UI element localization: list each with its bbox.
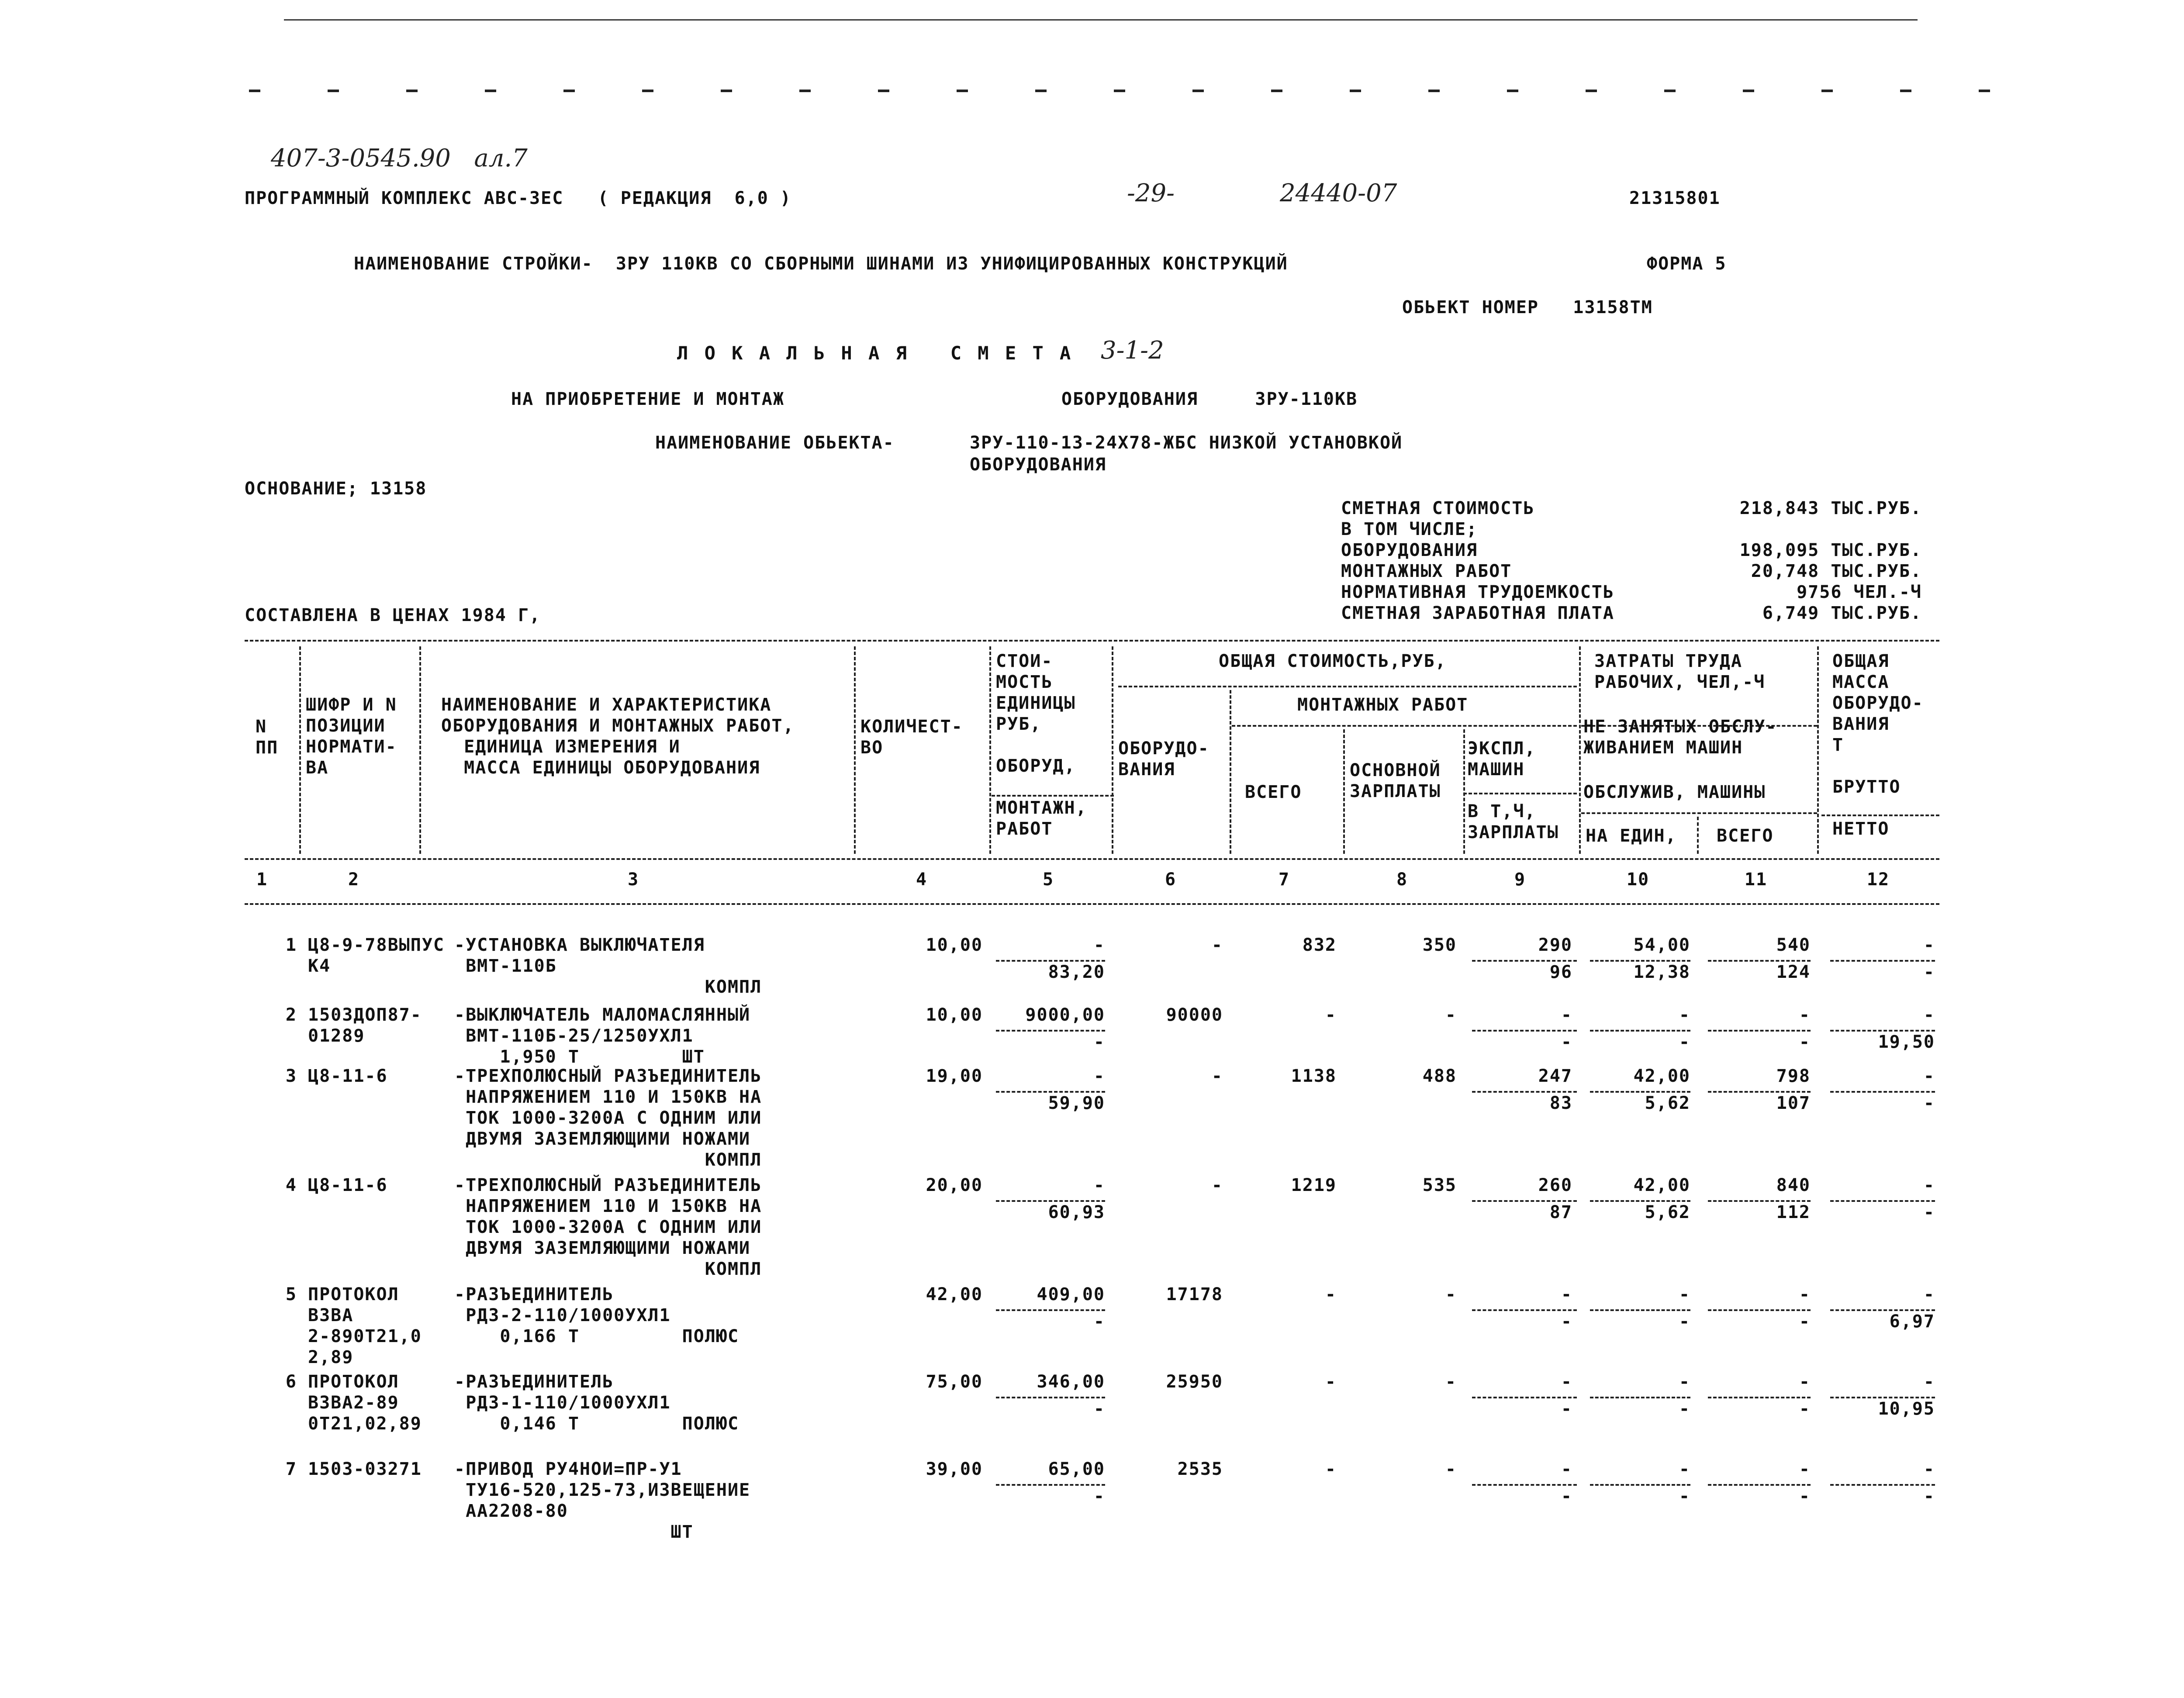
summary-label-equipment: ОБОРУДОВАНИЯ — [1341, 540, 1478, 560]
top-dash-mark — [957, 90, 968, 92]
row-qty: 75,00 — [926, 1372, 983, 1392]
row-labor-unit: - — [1679, 1459, 1690, 1479]
object-name-line2: ОБОРУДОВАНИЯ — [970, 455, 1106, 475]
column-number: 12 — [1866, 870, 1890, 890]
row-unit-installation: - — [1093, 1399, 1105, 1419]
row-unit-equipment: - — [1093, 935, 1105, 955]
row-labor-total-machines: - — [1799, 1032, 1811, 1052]
row-mass-brutto: - — [1923, 1284, 1935, 1305]
summary-label-labor: НОРМАТИВНАЯ ТРУДОЕМКОСТЬ — [1341, 582, 1614, 602]
row-labor-total-machines: - — [1799, 1399, 1811, 1419]
row-machines: - — [1561, 1005, 1572, 1025]
row-machines: - — [1561, 1459, 1572, 1479]
th-equipment: ОБОРУДО- ВАНИЯ — [1118, 739, 1209, 780]
row-install-total: 832 — [1302, 935, 1337, 955]
row-labor-total: 840 — [1776, 1175, 1811, 1195]
row-labor-unit-machines: 5,62 — [1645, 1202, 1690, 1222]
row-unit-installation: 83,20 — [1048, 962, 1105, 982]
row-labor-total-machines: - — [1799, 1311, 1811, 1332]
column-number: 9 — [1514, 870, 1526, 890]
col-sep-3 — [854, 646, 856, 854]
row-mass-netto: - — [1923, 962, 1935, 982]
row-mass-brutto: - — [1923, 1372, 1935, 1392]
row-labor-unit: - — [1679, 1284, 1690, 1305]
col-sep-1 — [299, 646, 301, 854]
row-install-wages: - — [1445, 1459, 1457, 1479]
row-install-total: - — [1325, 1284, 1337, 1305]
top-border-line — [284, 19, 1918, 21]
row-code: ПРОТОКОЛ ВЗВА 2-890Т21,0 2,89 — [308, 1284, 422, 1367]
th-labor-total: ВСЕГО — [1717, 826, 1774, 846]
row-equipment-cost: 17178 — [1166, 1284, 1223, 1305]
row-labor-unit-machines: - — [1679, 1486, 1690, 1506]
col-sep-9 — [1579, 646, 1581, 854]
row-labor-unit: 54,00 — [1633, 935, 1690, 955]
th-group-labor: ЗАТРАТЫ ТРУДА РАБОЧИХ, ЧЕЛ,-Ч — [1594, 651, 1766, 692]
row-number: 1 — [285, 935, 297, 955]
row-name: -РАЗЪЕДИНИТЕЛЬ РДЗ-2-110/1000УХЛ1 0,166 Т ПОЛЮС — [454, 1284, 740, 1346]
top-dash-mark — [1271, 90, 1282, 92]
top-dash-mark — [406, 90, 418, 92]
row-equipment-cost: 25950 — [1166, 1372, 1223, 1392]
row-labor-unit-machines: 5,62 — [1645, 1093, 1690, 1113]
row-qty: 19,00 — [926, 1066, 983, 1086]
code-number: 21315801 — [1629, 188, 1721, 208]
col-sep-8 — [1463, 729, 1465, 854]
row-unit-installation: - — [1093, 1032, 1105, 1052]
row-install-wages: - — [1445, 1372, 1457, 1392]
column-number: 5 — [1042, 870, 1054, 890]
row-install-wages: - — [1445, 1005, 1457, 1025]
row-number: 6 — [285, 1372, 297, 1392]
row-code: 1503ДОП87- 01289 — [308, 1005, 422, 1046]
top-dash-mark — [1428, 90, 1440, 92]
row-install-total: 1138 — [1291, 1066, 1337, 1086]
top-dash-mark — [1350, 90, 1361, 92]
th-no: N ПП — [256, 717, 279, 758]
row-labor-total-machines: - — [1799, 1486, 1811, 1506]
row-machines: 290 — [1538, 935, 1572, 955]
th-labor-sub2: ОБСЛУЖИВ, МАШИНЫ — [1583, 782, 1766, 802]
top-dash-mark — [1664, 90, 1676, 92]
purpose-left: НА ПРИОБРЕТЕНИЕ И МОНТАЖ — [511, 389, 784, 409]
handwritten-page-number: -29- — [1127, 179, 1175, 207]
th-name: НАИМЕНОВАНИЕ И ХАРАКТЕРИСТИКА ОБОРУДОВАНИЯ И МОНТАЖНЫХ РАБОТ, ЕДИНИЦА ИЗМЕРЕНИЯ И МАССА ЕДИНИЦЫ ОБОРУДОВАНИЯ — [441, 695, 795, 778]
top-dash-mark — [1821, 90, 1833, 92]
row-name: -ТРЕХПОЛЮСНЫЙ РАЗЪЕДИНИТЕЛЬ НАПРЯЖЕНИЕМ 110 И 150КВ НА ТОК 1000-3200А С ОДНИМ ИЛИ ДВУМЯ ЗАЗЕМЛЯЮЩИМИ НОЖАМИ КОМПЛ — [454, 1066, 762, 1170]
top-dash-mark — [721, 90, 732, 92]
col-sep-6 — [1230, 690, 1231, 854]
row-labor-total: - — [1799, 1459, 1811, 1479]
row-code: Ц8-9-78ВЫПУС К4 — [308, 935, 445, 976]
summary-value-total: 218,843 ТЫС.РУБ. — [1739, 498, 1922, 518]
row-machines-wages: 87 — [1549, 1202, 1572, 1222]
th-group-cost: ОБЩАЯ СТОИМОСТЬ,РУБ, — [1219, 651, 1447, 671]
row-install-wages: 488 — [1422, 1066, 1457, 1086]
summary-block — [1341, 498, 1922, 629]
form-label: ФОРМА 5 — [1647, 254, 1727, 274]
summary-label-wages: СМЕТНАЯ ЗАРАБОТНАЯ ПЛАТА — [1341, 603, 1614, 623]
th-labor-unit: НА ЕДИН, — [1586, 826, 1677, 846]
row-labor-total-machines: 107 — [1776, 1093, 1811, 1113]
th-labor-sub: НЕ ЗАНЯТЫХ ОБСЛУ- ЖИВАНИЕМ МАШИН — [1583, 717, 1777, 758]
row-number: 4 — [285, 1175, 297, 1195]
row-mass-netto: - — [1923, 1486, 1935, 1506]
column-number: 11 — [1744, 870, 1768, 890]
summary-label-installation: МОНТАЖНЫХ РАБОТ — [1341, 561, 1512, 581]
row-mass-netto: - — [1923, 1093, 1935, 1113]
row-labor-unit-machines: - — [1679, 1311, 1690, 1332]
row-equipment-cost: - — [1211, 1066, 1223, 1086]
prices-label: СОСТАВЛЕНА В ЦЕНАХ 1984 Г, — [245, 605, 541, 625]
row-labor-unit-machines: - — [1679, 1032, 1690, 1052]
row-labor-total-machines: 124 — [1776, 962, 1811, 982]
row-mass-brutto: - — [1923, 1459, 1935, 1479]
row-equipment-cost: 2535 — [1177, 1459, 1223, 1479]
row-unit-installation: 59,90 — [1048, 1093, 1105, 1113]
row-equipment-cost: 90000 — [1166, 1005, 1223, 1025]
row-code: ПРОТОКОЛ ВЗВА2-89 0Т21,02,89 — [308, 1372, 422, 1434]
row-name: -УСТАНОВКА ВЫКЛЮЧАТЕЛЯ ВМТ-110Б КОМПЛ — [454, 935, 762, 997]
row-qty: 20,00 — [926, 1175, 983, 1195]
row-qty: 10,00 — [926, 935, 983, 955]
row-install-total: - — [1325, 1372, 1337, 1392]
row-labor-unit: - — [1679, 1005, 1690, 1025]
column-number: 6 — [1165, 870, 1177, 890]
row-machines: - — [1561, 1284, 1572, 1305]
top-dash-mark — [799, 90, 811, 92]
summary-value-labor: 9756 ЧЕЛ.-Ч — [1797, 582, 1922, 602]
top-dash-mark — [485, 90, 496, 92]
col-sep-5 — [1112, 646, 1113, 854]
object-name-line1: ЗРУ-110-13-24Х78-ЖБС НИЗКОЙ УСТАНОВКОЙ — [970, 433, 1403, 453]
th-qty: КОЛИЧЕСТ- ВО — [860, 717, 963, 758]
row-install-wages: 350 — [1422, 935, 1457, 955]
row-mass-netto: - — [1923, 1202, 1935, 1222]
row-name: -ВЫКЛЮЧАТЕЛЬ МАЛОМАСЛЯННЫЙ ВМТ-110Б-25/1250УХЛ1 1,950 Т ШТ — [454, 1005, 751, 1067]
column-number: 3 — [627, 870, 639, 890]
row-qty: 42,00 — [926, 1284, 983, 1305]
row-mass-netto: 19,50 — [1878, 1032, 1935, 1052]
row-machines-wages: - — [1561, 1399, 1572, 1419]
handwritten-code: 24440-07 — [1280, 179, 1397, 207]
row-mass-brutto: - — [1923, 1175, 1935, 1195]
group-install-rule — [1232, 725, 1577, 727]
th-total: ВСЕГО — [1245, 782, 1302, 802]
row-mass-netto: 10,95 — [1878, 1399, 1935, 1419]
column-number: 1 — [256, 870, 268, 890]
row-mass-netto: 6,97 — [1889, 1311, 1935, 1332]
col-sep-2 — [419, 646, 421, 854]
row-code: 1503-03271 — [308, 1459, 422, 1479]
th-mass: ОБЩАЯ МАССА ОБОРУДО- ВАНИЯ Т БРУТТО НЕТТО — [1832, 651, 1924, 839]
row-unit-equipment: 9000,00 — [1025, 1005, 1105, 1025]
row-labor-total: - — [1799, 1372, 1811, 1392]
row-number: 3 — [285, 1066, 297, 1086]
row-install-wages: 535 — [1422, 1175, 1457, 1195]
row-qty: 39,00 — [926, 1459, 983, 1479]
row-machines: 247 — [1538, 1066, 1572, 1086]
top-dash-mark — [1900, 90, 1911, 92]
col-sep-10 — [1697, 817, 1699, 854]
labor-sub2-rule — [1581, 812, 1817, 814]
row-labor-total: - — [1799, 1005, 1811, 1025]
program-label: ПРОГРАММНЫЙ КОМПЛЕКС АВС-3ЕС ( РЕДАКЦИЯ 6,0 ) — [245, 188, 791, 208]
row-install-total: - — [1325, 1005, 1337, 1025]
row-equipment-cost: - — [1211, 935, 1223, 955]
summary-value-wages: 6,749 ТЫС.РУБ. — [1762, 603, 1922, 623]
row-labor-total: 540 — [1776, 935, 1811, 955]
numbers-bottom-rule — [245, 903, 1939, 905]
row-unit-equipment: - — [1093, 1175, 1105, 1195]
col-sep-7 — [1343, 729, 1345, 854]
th-group-install: МОНТАЖНЫХ РАБОТ — [1297, 695, 1469, 715]
row-machines-wages: 96 — [1549, 962, 1572, 982]
row-machines-wages: - — [1561, 1311, 1572, 1332]
top-dash-mark — [1507, 90, 1518, 92]
handwritten-title-number: 3-1-2 — [1101, 336, 1164, 365]
group-cost-rule — [1118, 686, 1577, 687]
column-number: 4 — [916, 870, 928, 890]
row-unit-equipment: 65,00 — [1048, 1459, 1105, 1479]
row-code: Ц8-11-6 — [308, 1066, 388, 1086]
column-number: 8 — [1396, 870, 1408, 890]
row-install-total: - — [1325, 1459, 1337, 1479]
row-labor-unit-machines: - — [1679, 1399, 1690, 1419]
row-mass-brutto: - — [1923, 935, 1935, 955]
row-unit-installation: - — [1093, 1311, 1105, 1332]
th-code: ШИФР И N ПОЗИЦИИ НОРМАТИ- ВА — [306, 695, 397, 778]
summary-label-total: СМЕТНАЯ СТОИМОСТЬ — [1341, 498, 1535, 518]
col-sep-11 — [1817, 646, 1819, 854]
summary-value-equipment: 198,095 ТЫС.РУБ. — [1739, 540, 1922, 560]
row-name: -РАЗЪЕДИНИТЕЛЬ РДЗ-1-110/1000УХЛ1 0,146 Т ПОЛЮС — [454, 1372, 740, 1434]
header-bottom-rule — [245, 858, 1939, 860]
summary-label-including: В ТОМ ЧИСЛЕ; — [1341, 519, 1478, 539]
row-unit-equipment: - — [1093, 1066, 1105, 1086]
top-dash-mark — [563, 90, 575, 92]
handwritten-doc-code: 407-3-0545.90 ал.7 — [271, 144, 528, 173]
top-dash-mark — [328, 90, 339, 92]
object-label: НАИМЕНОВАНИЕ ОБЬЕКТА- — [655, 433, 895, 453]
document-title: Л О К А Л Ь Н А Я С М Е Т А — [677, 342, 1074, 364]
summary-value-installation: 20,748 ТЫС.РУБ. — [1751, 561, 1922, 581]
row-labor-total: - — [1799, 1284, 1811, 1305]
row-name: -ПРИВОД РУ4НОИ=ПР-У1 ТУ16-520,125-73,ИЗВЕЩЕНИЕ АА2208-80 ШТ — [454, 1459, 751, 1542]
row-name: -ТРЕХПОЛЮСНЫЙ РАЗЪЕДИНИТЕЛЬ НАПРЯЖЕНИЕМ 110 И 150КВ НА ТОК 1000-3200А С ОДНИМ ИЛИ ДВУМЯ ЗАЗЕМЛЯЮЩИМИ НОЖАМИ КОМПЛ — [454, 1175, 762, 1279]
row-number: 5 — [285, 1284, 297, 1305]
col-sep-4 — [989, 646, 991, 854]
construction-name: НАИМЕНОВАНИЕ СТРОЙКИ- ЗРУ 110КВ СО СБОРНЫМИ ШИНАМИ ИЗ УНИФИЦИРОВАННЫХ КОНСТРУКЦИЙ — [354, 254, 1288, 274]
top-dash-mark — [249, 90, 260, 92]
row-install-wages: - — [1445, 1284, 1457, 1305]
row-machines-wages: 83 — [1549, 1093, 1572, 1113]
row-unit-installation: 60,93 — [1048, 1202, 1105, 1222]
row-machines: 260 — [1538, 1175, 1572, 1195]
row-equipment-cost: - — [1211, 1175, 1223, 1195]
basis-label: ОСНОВАНИЕ; 13158 — [245, 479, 427, 499]
row-labor-unit: - — [1679, 1372, 1690, 1392]
row-labor-total-machines: 112 — [1776, 1202, 1811, 1222]
row-labor-unit: 42,00 — [1633, 1175, 1690, 1195]
row-qty: 10,00 — [926, 1005, 983, 1025]
th-unit-cost: СТОИ- МОСТЬ ЕДИНИЦЫ РУБ, ОБОРУД, МОНТАЖН, РАБОТ — [996, 651, 1087, 839]
row-unit-installation: - — [1093, 1486, 1105, 1506]
row-machines: - — [1561, 1372, 1572, 1392]
purpose-right: ОБОРУДОВАНИЯ ЗРУ-110КВ — [1061, 389, 1358, 409]
top-dash-mark — [1192, 90, 1204, 92]
top-dash-mark — [878, 90, 889, 92]
row-code: Ц8-11-6 — [308, 1175, 388, 1195]
row-labor-unit-machines: 12,38 — [1633, 962, 1690, 982]
column-number: 2 — [348, 870, 360, 890]
row-mass-brutto: - — [1923, 1066, 1935, 1086]
top-dash-mark — [1586, 90, 1597, 92]
top-dash-mark — [1979, 90, 1990, 92]
object-number: ОБЬЕКТ НОМЕР 13158ТМ — [1402, 297, 1653, 318]
header-top-rule — [245, 640, 1939, 642]
row-unit-equipment: 409,00 — [1037, 1284, 1105, 1305]
top-dash-mark — [1114, 90, 1125, 92]
row-labor-unit: 42,00 — [1633, 1066, 1690, 1086]
row-machines-wages: - — [1561, 1486, 1572, 1506]
row-mass-brutto: - — [1923, 1005, 1935, 1025]
row-labor-total: 798 — [1776, 1066, 1811, 1086]
th-machines: ЭКСПЛ, МАШИН В Т,Ч, ЗАРПЛАТЫ — [1468, 739, 1559, 842]
row-machines-wages: - — [1561, 1032, 1572, 1052]
th-wages: ОСНОВНОЙ ЗАРПЛАТЫ — [1350, 760, 1441, 801]
column-number: 10 — [1626, 870, 1650, 890]
row-number: 2 — [285, 1005, 297, 1025]
row-unit-equipment: 346,00 — [1037, 1372, 1105, 1392]
top-dash-mark — [1743, 90, 1754, 92]
column-number: 7 — [1278, 870, 1290, 890]
top-dash-mark — [1035, 90, 1047, 92]
top-dash-mark — [642, 90, 653, 92]
row-install-total: 1219 — [1291, 1175, 1337, 1195]
row-number: 7 — [285, 1459, 297, 1479]
